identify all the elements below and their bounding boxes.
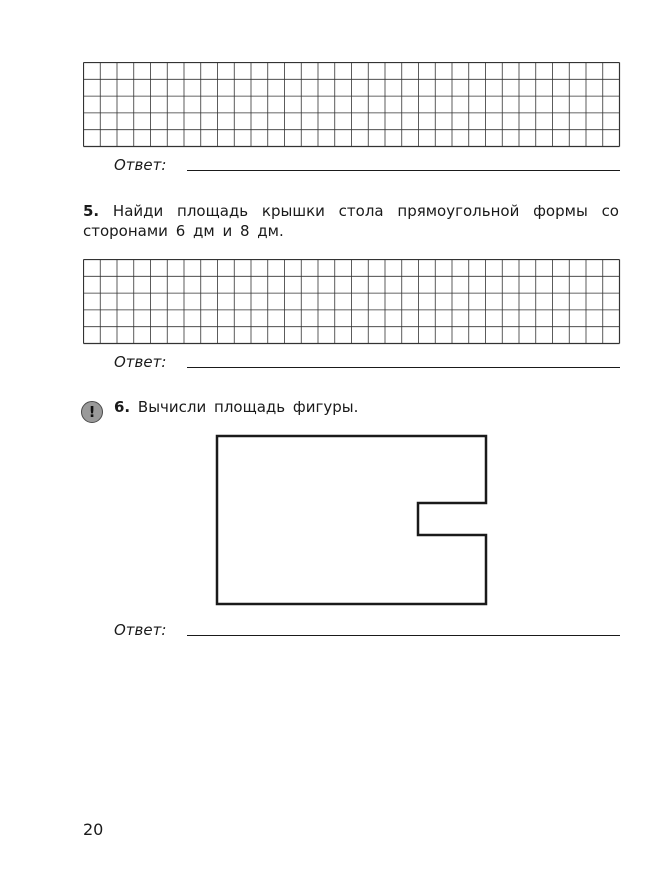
page-number: 20	[83, 820, 104, 839]
answer-label: Ответ:	[114, 353, 167, 371]
answer-row-3	[114, 621, 620, 641]
task-6	[114, 397, 414, 417]
answer-row-1	[114, 156, 620, 176]
task-5-text: Найди площадь крышки стола прямоугольной формы со сторонами 6 дм и 8 дм.	[83, 202, 619, 240]
grid-work-area-1	[83, 62, 621, 148]
composite-figure	[214, 433, 490, 609]
grid-work-area-2	[83, 259, 621, 345]
figure-outline	[217, 436, 486, 604]
answer-label: Ответ:	[114, 621, 167, 639]
answer-row-2	[114, 353, 620, 373]
answer-line[interactable]	[187, 635, 620, 636]
task-5-number: 5.	[83, 202, 100, 220]
task-6-text: Вычисли площадь фигуры.	[137, 398, 359, 416]
answer-line[interactable]	[187, 170, 620, 171]
task-5	[83, 201, 619, 241]
answer-label: Ответ:	[114, 156, 167, 174]
task-6-number: 6.	[114, 398, 131, 416]
exclamation-mark: !	[88, 403, 96, 421]
exclamation-icon	[81, 401, 103, 423]
answer-line[interactable]	[187, 367, 620, 368]
